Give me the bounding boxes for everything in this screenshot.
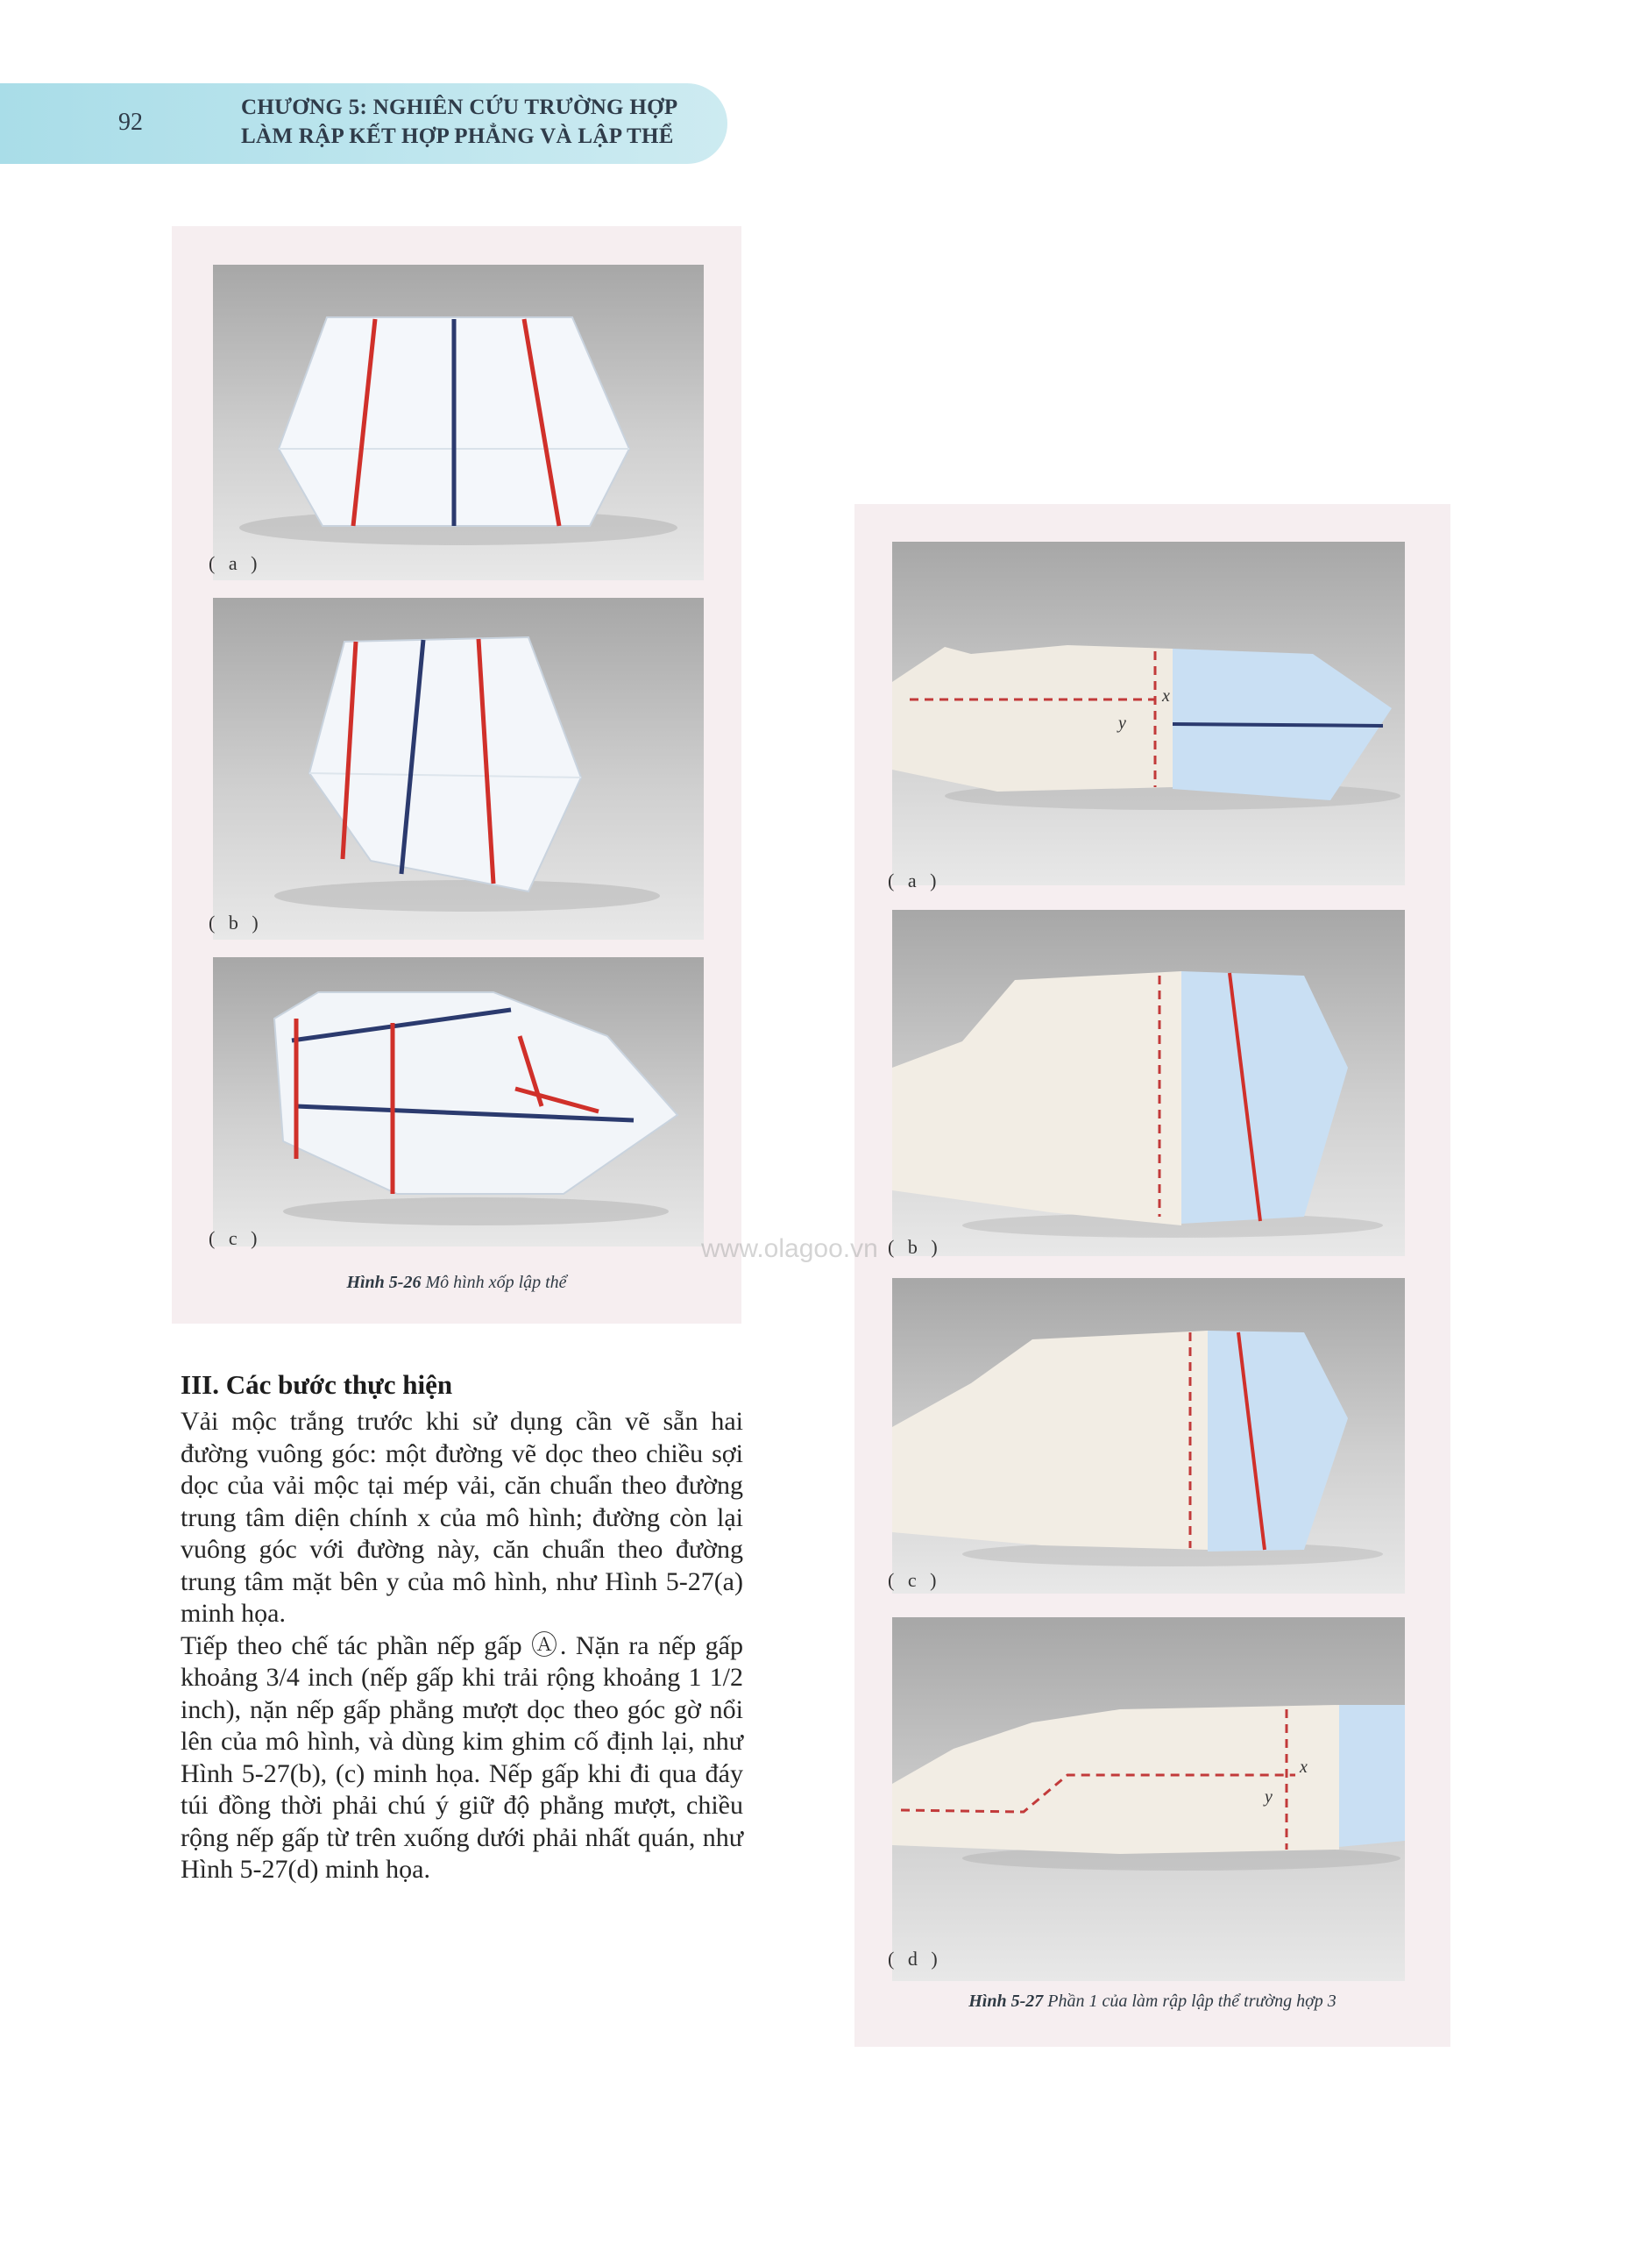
- chapter-title-line1: CHƯƠNG 5: NGHIÊN CỨU TRƯỜNG HỢP: [241, 96, 678, 119]
- figure-5-27d-photo: [892, 1617, 1405, 1981]
- figure-5-26-caption: [172, 1273, 741, 1293]
- foam-model-front-illustration: [213, 265, 704, 580]
- figure-5-27-caption: [854, 1992, 1450, 2012]
- chapter-title: [241, 93, 714, 151]
- chapter-title-line2: LÀM RẬP KẾT HỢP PHẲNG VÀ LẬP THỂ: [241, 124, 674, 148]
- draping-d-mark-y: y: [1265, 1787, 1273, 1807]
- foam-model-top-illustration: [213, 957, 704, 1246]
- section-body: [181, 1406, 743, 1886]
- figure-5-27-caption-text: Phần 1 của làm rập lập thể trường hợp 3: [1043, 1992, 1336, 2011]
- draping-step-c-illustration: [892, 1278, 1405, 1594]
- figure-5-27a-photo: [892, 542, 1405, 885]
- figure-5-26c-label: ( c ): [209, 1227, 262, 1249]
- figure-5-26-caption-number: Hình 5-26: [346, 1273, 422, 1292]
- section-heading: III. Các bước thực hiện: [181, 1369, 453, 1400]
- figure-5-26a-label: ( a ): [209, 552, 262, 574]
- figure-5-26b-photo: [213, 598, 704, 940]
- figure-5-27-caption-number: Hình 5-27: [968, 1992, 1044, 2011]
- figure-5-26a-photo: [213, 265, 704, 580]
- figure-5-26-caption-text: Mô hình xốp lập thể: [421, 1273, 567, 1292]
- draping-step-d-illustration: [892, 1617, 1405, 1981]
- page-number: 92: [118, 109, 143, 136]
- figure-5-27c-label: ( c ): [888, 1569, 941, 1591]
- draping-d-mark-x: x: [1300, 1758, 1308, 1777]
- draping-a-mark-x: x: [1162, 686, 1170, 706]
- figure-5-26c-photo: [213, 957, 704, 1246]
- figure-5-26b-label: ( b ): [209, 912, 263, 934]
- draping-step-a-illustration: [892, 542, 1405, 885]
- body-paragraph-2: Tiếp theo chế tác phần nếp gấp Ⓐ. Nặn ra nếp gấp khoảng 3/4 inch (nếp gấp khi trải rộng khoảng 1 1/2 inch), nặn nếp gấp phẳng mượt dọc theo góc gờ nổi lên của mô hình, và dùng kim ghim cố định lại, như Hình 5-27(b), (c) minh họa. Nếp gấp khi đi qua đáy túi đồng thời phải chú ý giữ độ phẳng mượt, chiều rộng nếp gấp từ trên xuống dưới phải nhất quán, như Hình 5-27(d) minh họa.: [181, 1630, 743, 1884]
- draping-a-mark-y: y: [1118, 714, 1126, 733]
- body-paragraph-1: Vải mộc trắng trước khi sử dụng cần vẽ sẵn hai đường vuông góc: một đường vẽ dọc theo chiều sợi dọc của vải mộc tại mép vải, căn chuẩn theo đường trung tâm diện chính x của mô hình; đường còn lại vuông góc với đường này, căn chuẩn theo đường trung tâm mặt bên y của mô hình, như Hình 5-27(a) minh họa.: [181, 1407, 743, 1628]
- figure-5-27b-label: ( b ): [888, 1236, 942, 1258]
- figure-5-27a-label: ( a ): [888, 870, 941, 891]
- draping-step-b-illustration: [892, 910, 1405, 1256]
- figure-5-27c-photo: [892, 1278, 1405, 1594]
- figure-5-27d-label: ( d ): [888, 1948, 942, 1970]
- figure-5-27b-photo: [892, 910, 1405, 1256]
- watermark: www.olagoo.vn: [701, 1234, 878, 1263]
- foam-model-angle-illustration: [213, 598, 704, 940]
